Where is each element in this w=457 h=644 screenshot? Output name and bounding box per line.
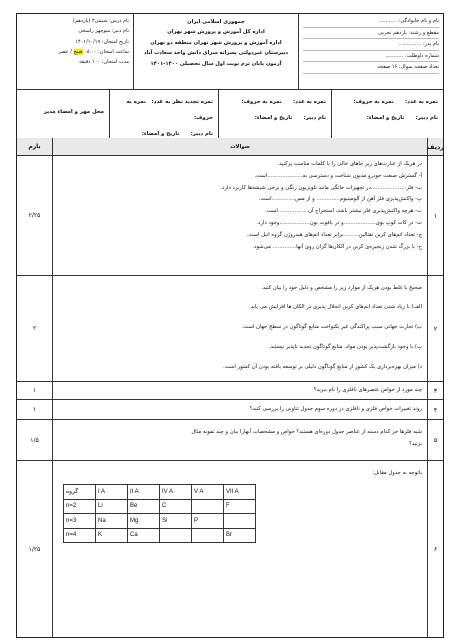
table-row: گروه I A II A IV A V A VII A — [64, 485, 256, 500]
grade-box-2: نمره به عدد: نمره به حروف: نام دبیر: تاریخ و امضاء: — [218, 90, 331, 138]
grade-field: مقطع و رشته: یازدهم تجربی — [303, 28, 439, 40]
district-office: اداره آموزش و پرورش شهر تهران منطقه دو تهران — [150, 39, 282, 46]
subject-label: نام درس: شیمی۲ (یازدهم) — [72, 18, 129, 24]
question-score: ۱/۵ — [30, 436, 39, 444]
question-text: باتوجه به جدول مقابل: گروه I A II A IV A V A VII A n=2 Li Be C F n=3 Na Mg Si P n=4 K Ca Br — [52, 461, 427, 637]
teacher-label: نام دبیر: منوچهر راسخی — [78, 28, 129, 35]
exam-info — [17, 14, 133, 89]
question-text: روند تغییرات خواص فلزی و نافلزی در دوره سوم جدول تناوبی را بررسی کنید؟ — [52, 400, 427, 419]
header-score: بارم — [28, 143, 41, 150]
question-number: ۲ — [427, 276, 443, 381]
exam-time-label: ساعت امتحان: ۰۸:۰۰ صبح / عصر — [58, 48, 129, 55]
periodic-table-excerpt — [63, 484, 256, 543]
table-header-row — [17, 138, 443, 156]
exam-date-label: تاریخ امتحان: ۱۴۰۱/۱۰/۱۹ — [75, 38, 129, 45]
question-score: ۱/۲۵ — [28, 545, 41, 553]
question-text: در هریک از عبارت‌های زیر جاهای خالی را با کلمات مناسب پرکنید. آ- گسترش صنعت خودرو مدیون شناخت و دسترسی به.....................است. ب- فلز.....................در تجهیزات خانگی مانند تلویزیون رنگی و برخی شیشه‌ها کاربرد دارد. پ- واکنش‌پذیری فلز آهن از آلومینیوم.............. و از مس..............است. ت- هرچه واکنش‌پذیری فلز بیشتر باشد، استخراج آن..................است. ث- در کات کوپ بوی...................و در یاقوت بون..................وجود دارد. چ- تعداد اتم‌های کربن نفتالین.........برابر تعداد اتم‌های هیدروژن گروه اتیل است. ح- با بزرگ شدن زنجیره‌ی کربن در آلکان‌ها گران روی آنها.............. می‌شود. — [52, 156, 427, 275]
table-row: n=4 K Ca Br — [64, 528, 256, 543]
question-number: ۱ — [427, 156, 443, 275]
page-count-field: تعداد صفحه سوال: ۱۶ صفحه — [303, 62, 439, 74]
question-row-5 — [17, 420, 443, 461]
general-office: اداره کل آموزش و پرورش شهر تهران — [167, 29, 265, 36]
exam-duration-label: مدت امتحان: ۱۰۰ دقیقه — [79, 59, 129, 66]
header-row-number: ردیف — [427, 138, 443, 155]
question-row-6 — [17, 461, 443, 637]
question-number: ۶ — [427, 461, 443, 637]
question-text: شبه فلزها جز کدام دسته از عناصر جدول دوره‌ای هستند؟ خواص و مشخصات آنهارا بیان و چند نمونه مثال بزنید؟ — [52, 420, 427, 460]
principal-stamp-box: محل مهر و امضاء مدیر — [43, 109, 104, 115]
question-row-2 — [17, 276, 443, 382]
question-score: ۱ — [32, 387, 37, 394]
table-row: n=2 Li Be C F — [64, 499, 256, 514]
question-row-1 — [17, 156, 443, 276]
header-questions: سوالات — [52, 138, 427, 155]
candidate-number-field: شماره داوطلب: ........... — [303, 51, 439, 63]
student-info — [298, 14, 443, 89]
question-text: چند مورد از خواص عنصرهای نافلزی را نام ببرید؟ — [52, 382, 427, 399]
question-score: ۱ — [32, 406, 37, 413]
question-score: ۲/۲۵ — [28, 212, 41, 219]
grade-box-1: نمره به عدد: نمره به حروف: نام دبیر: تاریخ و امضاء: — [331, 90, 443, 138]
table-row: n=3 Na Mg Si P — [64, 514, 256, 529]
grade-boxes — [17, 89, 443, 139]
exam-title: آزمون پایان ترم نوبت اول سال تحصیلی ۱۴۰۰-۱۴۰۱ — [150, 60, 282, 67]
father-name-field: نام پدر: .............. — [303, 39, 439, 51]
school-info — [133, 14, 298, 89]
question-number: ۴ — [427, 400, 443, 419]
question-score: ۲ — [32, 325, 37, 332]
grade-box-review: نمره تجدید نظر به عدد: نمره به حروف: نام دبیر: تاریخ و امضاء: — [109, 90, 218, 138]
exam-header — [17, 14, 443, 89]
question-number: ۳ — [427, 382, 443, 399]
question-number: ۵ — [427, 420, 443, 460]
question-row-3 — [17, 382, 443, 400]
school-name: دبیرستان غیردولتی پسرانه سرای دانش واحد سعادت آباد — [143, 50, 289, 57]
morning-highlight: صبح — [73, 48, 83, 55]
republic-title: جمهوری اسلامی ایران — [187, 19, 245, 25]
question-text: صحیح یا غلط بودن هریک از موارد زیر را مشخص و دلیل خود را بیان کنید. الف) با زیاد شدن تعداد اتم‌های کربن انحلال پذیری در الکان ها افزایش می یابد. ب) تجارت جهانی سبب پراکندگی غیر یکنواخت منابع گوناگون در سطح جهان است. پ) با وجود بازگشت‌پذیر بودن مواد، منابع گوناگون تجدید ناپذیر نیستند. د) میزان بهره‌برداری یک کشور از منابع گوناگون دلیلی بر توسعه یافته بودن آن کشور است. — [52, 276, 427, 381]
student-name-field: نام و نام خانوادگی: ........... — [303, 16, 439, 28]
question-row-4 — [17, 400, 443, 420]
